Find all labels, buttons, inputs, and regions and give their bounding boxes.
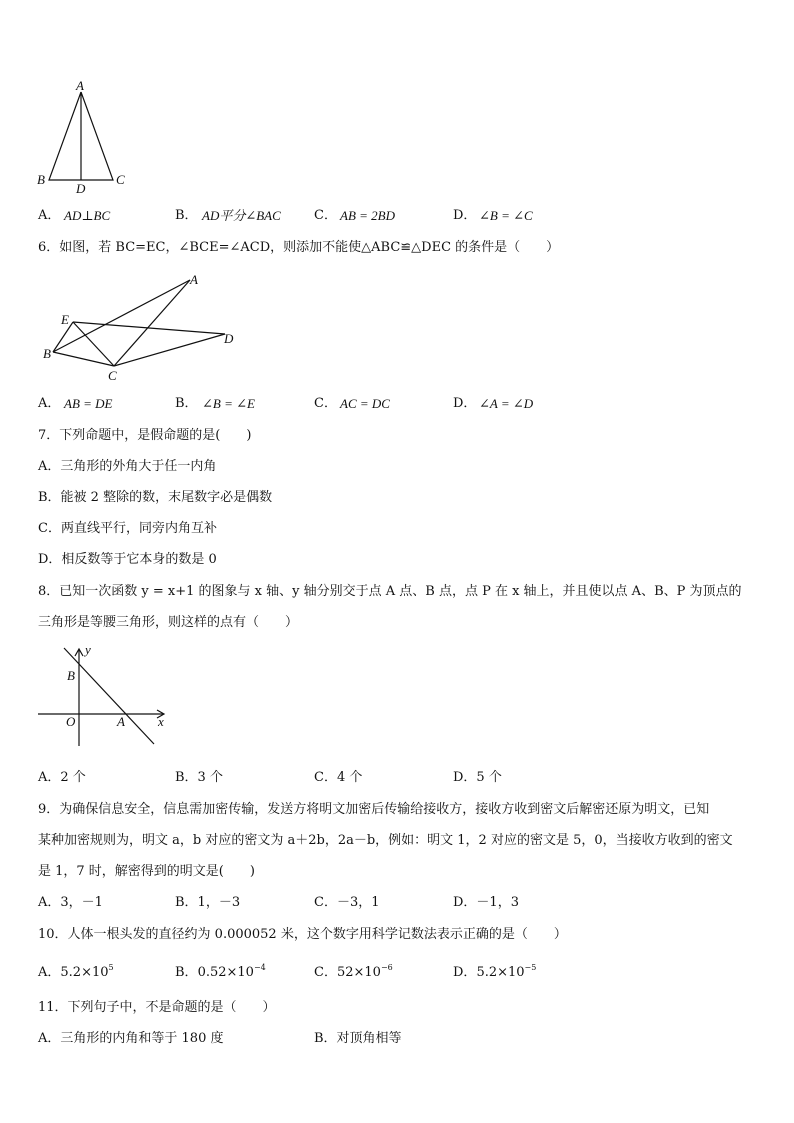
q9-option-d[interactable]: D．－1，3 [453, 895, 519, 910]
q8-option-b[interactable]: B．3 个 [175, 770, 223, 785]
question-8-stem-line2: 三角形是等腰三角形，则这样的点有（ ） [38, 615, 299, 630]
q9-option-b[interactable]: B．1，－3 [175, 895, 241, 910]
question-6-stem: 6．如图，若 BC=EC，∠BCE=∠ACD，则添加不能使△ABC≌△DEC 的条件是（ ） [38, 240, 560, 255]
question-9-line3: 是 1，7 时，解密得到的明文是( ) [38, 864, 255, 879]
option-d-text: ∠B = ∠C [479, 208, 533, 223]
option-b-label[interactable]: B． [175, 396, 198, 411]
option-b-text: ∠B = ∠E [202, 396, 255, 411]
label-E: E [61, 312, 69, 327]
q9-option-a[interactable]: A．3，－1 [38, 895, 103, 910]
question-8-stem-line1: 8．已知一次函数 y = x+1 的图象与 x 轴、y 轴分别交于点 A 点、B 点，点 P 在 x 轴上，并且使以点 A、B、P 为顶点的 [38, 584, 742, 599]
option-c-text: AC = DC [340, 396, 390, 411]
q11-option-a[interactable]: A．三角形的内角和等于 180 度 [38, 1031, 224, 1046]
q10-option-a[interactable] [38, 964, 114, 979]
triangle-figure-q5 [34, 80, 134, 195]
label-x-axis: x [158, 714, 164, 729]
q7-option-b[interactable]: B．能被 2 整除的数，末尾数字必是偶数 [38, 490, 273, 505]
option-c-text: AB = 2BD [340, 208, 395, 223]
option-a-text: AD⊥BC [64, 208, 111, 223]
q7-option-a[interactable]: A．三角形的外角大于任一内角 [38, 459, 217, 474]
question-9-line1: 9．为确保信息安全，信息需加密传输，发送方将明文加密后传输给接收方，接收方收到密文后解密还原为明文，已知 [38, 802, 710, 817]
option-d-label[interactable]: D． [453, 396, 477, 411]
question-7-stem: 7．下列命题中，是假命题的是( ) [38, 428, 252, 443]
question-11-stem: 11．下列句子中，不是命题的是（ ） [38, 1000, 276, 1015]
label-A: A [76, 78, 84, 93]
option-d-text: ∠A = ∠D [479, 396, 534, 411]
label-B: B [43, 346, 51, 361]
q7-option-d[interactable]: D．相反数等于它本身的数是 0 [38, 552, 217, 567]
option-exponent: −5 [524, 963, 537, 972]
question-10-stem: 10．人体一根头发的直径约为 0.000052 米，这个数字用科学记数法表示正确的是（ ） [38, 927, 567, 942]
option-b-text: AD平分∠BAC [202, 208, 281, 223]
q9-option-c[interactable]: C．－3，1 [314, 895, 380, 910]
option-label: A． [38, 965, 61, 980]
label-O: O [66, 714, 76, 729]
label-B: B [37, 172, 45, 187]
label-B: B [67, 668, 75, 683]
option-base: 0.52×10 [197, 965, 254, 980]
option-c-label[interactable]: C． [314, 208, 337, 223]
label-A: A [190, 272, 198, 287]
q11-option-b[interactable]: B．对顶角相等 [314, 1031, 402, 1046]
label-A: A [117, 714, 125, 729]
option-base: 5.2×10 [476, 965, 525, 980]
option-a-label[interactable]: A． [38, 396, 61, 411]
label-D: D [76, 181, 86, 196]
option-exponent: −4 [253, 963, 266, 972]
q10-option-b[interactable] [175, 964, 266, 979]
q10-option-d[interactable] [453, 964, 536, 979]
label-D: D [224, 331, 234, 346]
q8-option-a[interactable]: A．2 个 [38, 770, 86, 785]
option-label: B． [175, 965, 198, 980]
label-y-axis: y [85, 642, 91, 657]
label-C: C [116, 172, 125, 187]
option-b-label[interactable]: B． [175, 208, 198, 223]
q10-option-c[interactable] [314, 964, 393, 979]
option-a-text: AB = DE [64, 396, 113, 411]
question-9-line2: 某种加密规则为，明文 a，b 对应的密文为 a＋2b，2a－b，例如：明文 1，2 对应的密文是 5，0，当接收方收到的密文 [38, 833, 733, 848]
option-label: C． [314, 965, 337, 980]
label-C: C [108, 368, 117, 383]
option-base: 52×10 [336, 965, 381, 980]
coordinate-figure-q8 [36, 644, 176, 748]
option-c-label[interactable]: C． [314, 396, 337, 411]
option-d-label[interactable]: D． [453, 208, 477, 223]
option-label: D． [453, 965, 477, 980]
option-exponent: 5 [108, 963, 114, 972]
option-base: 5.2×10 [60, 965, 109, 980]
q7-option-c[interactable]: C．两直线平行，同旁内角互补 [38, 521, 217, 536]
option-exponent: −6 [380, 963, 393, 972]
geometry-figure-q6 [40, 270, 250, 385]
q8-option-c[interactable]: C．4 个 [314, 770, 363, 785]
option-a-label[interactable]: A． [38, 208, 61, 223]
q8-option-d[interactable]: D．5 个 [453, 770, 502, 785]
